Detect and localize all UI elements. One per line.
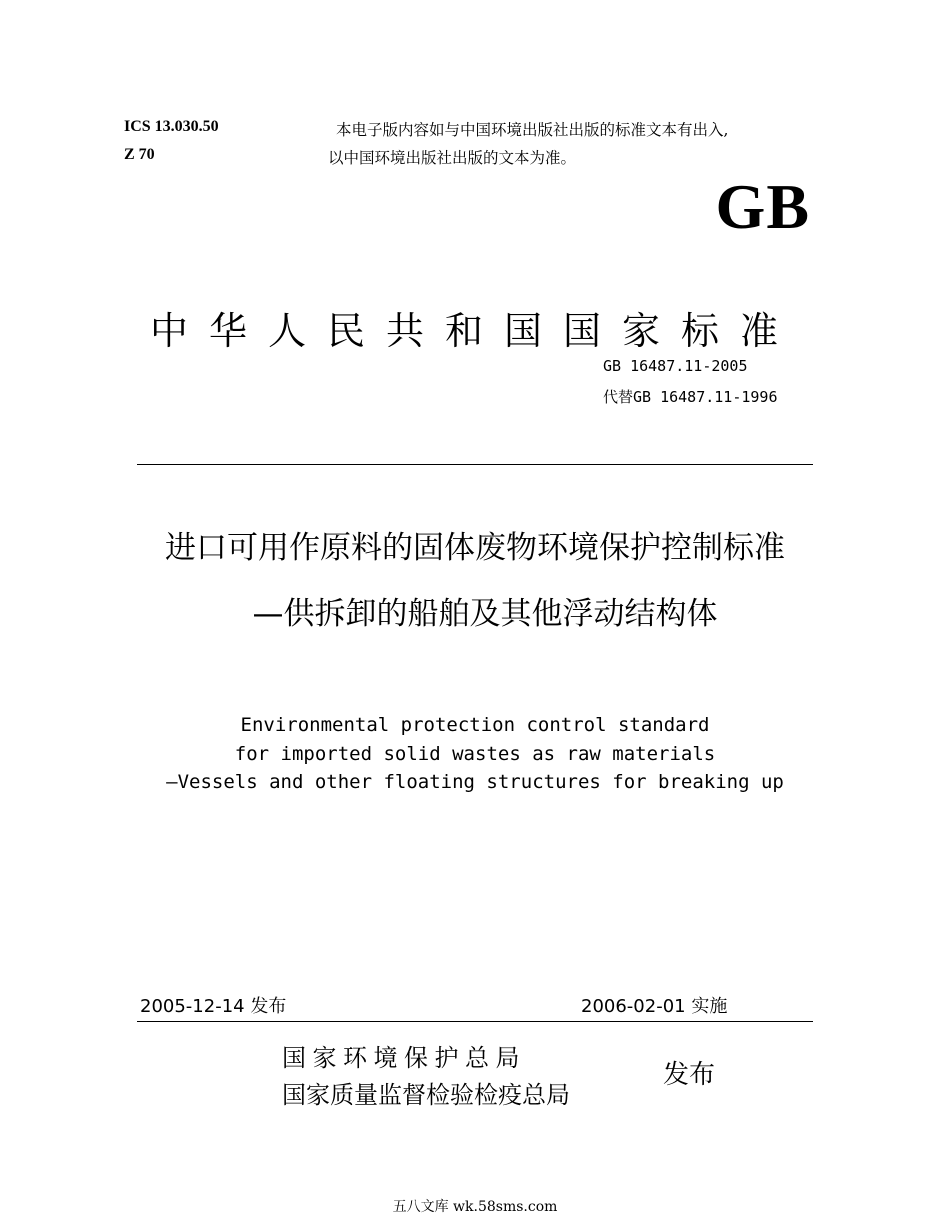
national-standard-title: 中华人民共和国国家标准 (150, 309, 800, 353)
implementation-date: 2006-02-01 实施 (581, 996, 728, 1017)
replaces-standard: 代替GB 16487.11-1996 (603, 388, 778, 406)
issue-date: 2005-12-14 发布 (140, 996, 287, 1017)
issuer-line-1: 国家环境保护总局 (282, 1044, 526, 1072)
bottom-divider (137, 1021, 813, 1022)
standard-number: GB 16487.11-2005 (603, 357, 748, 375)
english-title-line-3: —Vessels and other floating structures for breaking up (166, 771, 784, 793)
publish-label: 发布 (663, 1060, 716, 1090)
top-divider (137, 464, 813, 465)
footer-watermark: 五八文库 wk.58sms.com (392, 1199, 558, 1215)
ics-code: ICS 13.030.50 (124, 118, 219, 135)
english-title-line-2: for imported solid wastes as raw materials (234, 743, 716, 765)
notice-line-1: 本电子版内容如与中国环境出版社出版的标准文本有出入, (336, 121, 729, 139)
ccs-code: Z 70 (124, 146, 155, 163)
notice-line-2: 以中国环境出版社出版的文本为准。 (328, 149, 577, 167)
gb-logo: GB (715, 171, 810, 242)
issuer-line-2: 国家质量监督检验检疫总局 (282, 1081, 570, 1109)
chinese-title-line-1: 进口可用作原料的固体废物环境保护控制标准 (165, 530, 785, 566)
chinese-title-line-2: —供拆卸的船舶及其他浮动结构体 (252, 596, 718, 632)
english-title-line-1: Environmental protection control standard (240, 714, 710, 736)
